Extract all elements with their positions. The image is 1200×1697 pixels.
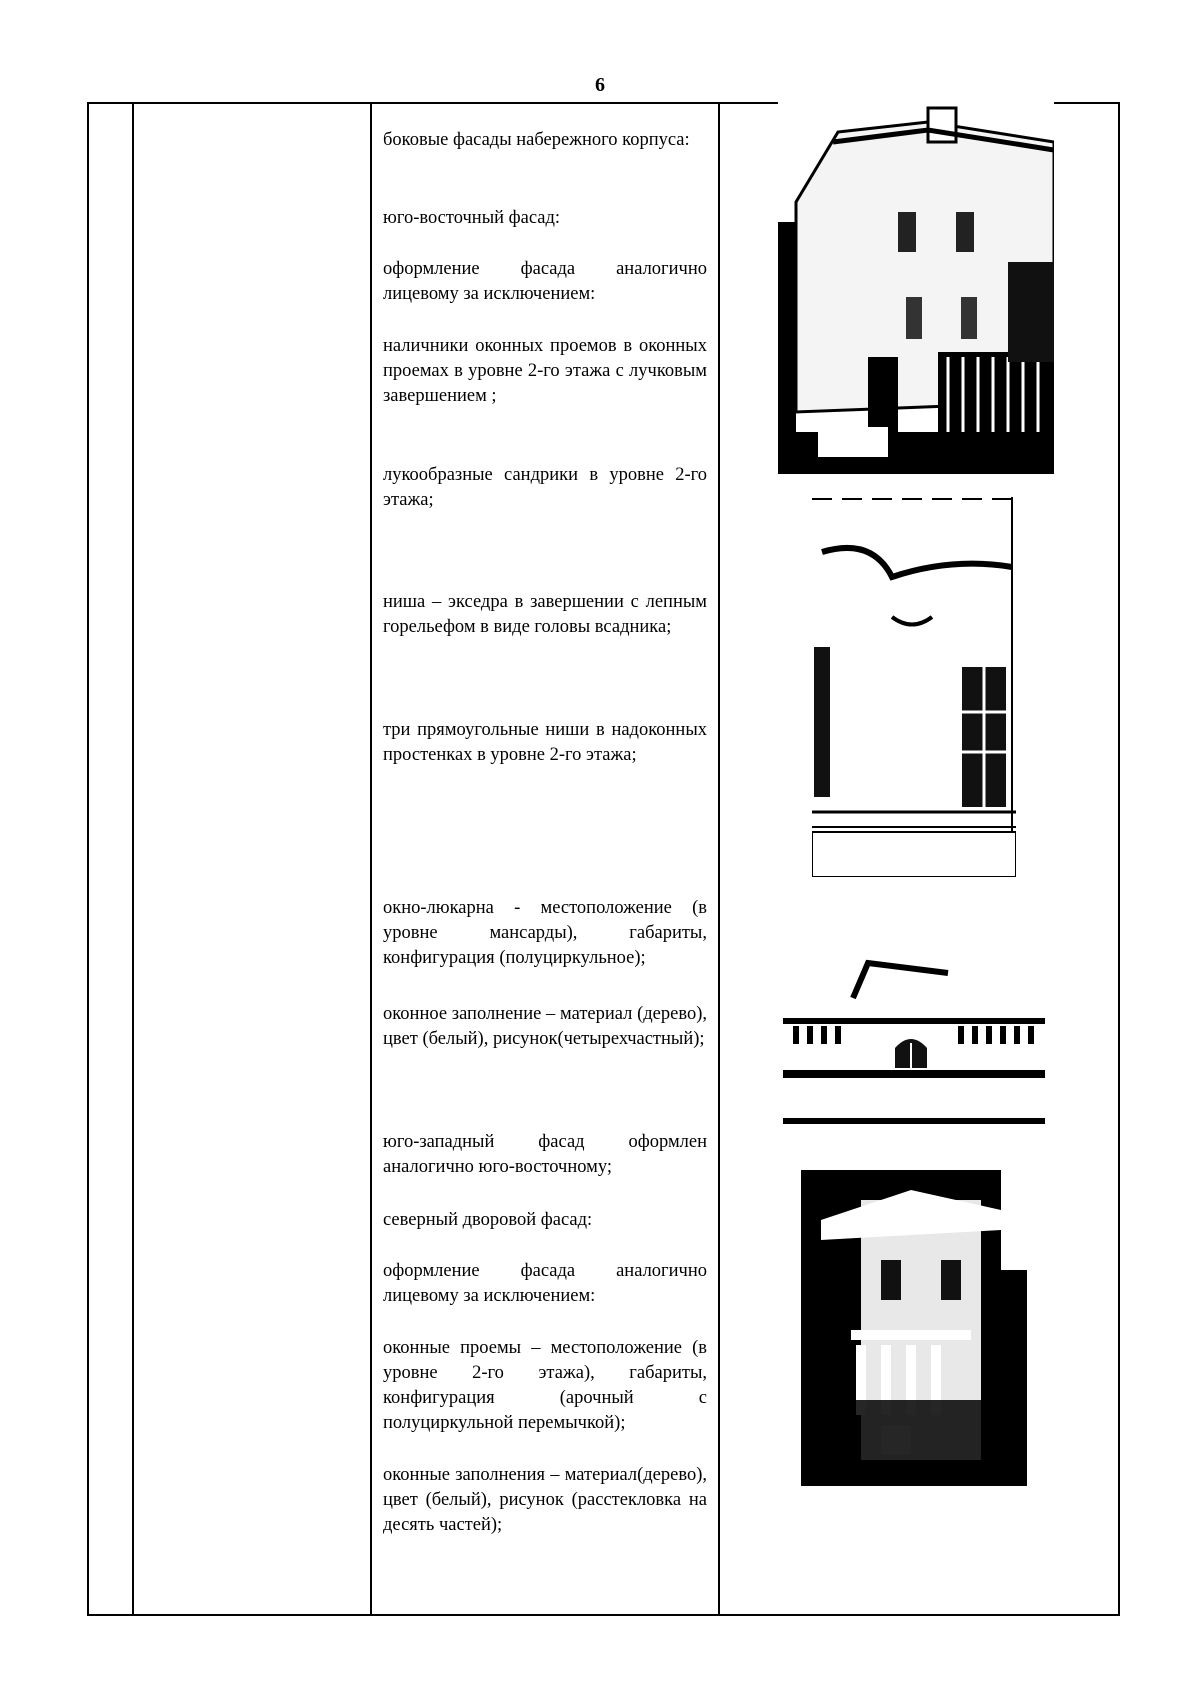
column-divider-1 (132, 102, 134, 1616)
column-divider-2 (370, 102, 372, 1616)
column-divider-3 (718, 102, 720, 1616)
facade-niche-photo (812, 497, 1016, 877)
paragraph-exedra-niche: ниша – экседра в завершении с лепным горельефом в виде головы всадника; (383, 592, 707, 637)
paragraph-window-filling: оконное заполнение – материал (дерево), цвет (белый), рисунок(четырехчастный); (383, 1004, 707, 1049)
page-number: 6 (595, 74, 605, 96)
courtyard-facade-photo (801, 1170, 1027, 1486)
paragraph-window-fillings: оконные заполнения – материал(дерево), цвет (белый), рисунок (расстекловка на десять частей); (383, 1465, 707, 1535)
paragraph-onion-sandriks: лукообразные сандрики в уровне 2-го этажа; (383, 465, 707, 510)
paragraph-southwest-facade: юго-западный фасад оформлен аналогично юго-восточному; (383, 1132, 707, 1177)
paragraph-design-similar-2: оформление фасада аналогично лицевому за исключением: (383, 1261, 707, 1306)
paragraph-window-openings: оконные проемы – местоположение (в уровне 2-го этажа), габариты, конфигурация (арочный с полуциркульной перемычкой); (383, 1338, 707, 1433)
building-corner-photo (778, 102, 1054, 474)
paragraph-southeast-facade: юго-восточный фасад: (383, 208, 561, 228)
paragraph-rectangular-niches: три прямоугольные ниши в надоконных простенках в уровне 2-го этажа; (383, 720, 707, 765)
paragraph-design-similar-1: оформление фасада аналогично лицевому за исключением: (383, 259, 707, 304)
dormer-window-photo (783, 958, 1045, 1126)
paragraph-side-facades: боковые фасады набережного корпуса: (383, 130, 690, 150)
paragraph-dormer-window: окно-люкарна - местоположение (в уровне мансарды), габариты, конфигурация (полуциркульное); (383, 898, 707, 968)
paragraph-north-courtyard-facade: северный дворовой фасад: (383, 1210, 593, 1230)
paragraph-window-casings: наличники оконных проемов в оконных проемах в уровне 2-го этажа с лучковым завершением ; (383, 336, 707, 406)
